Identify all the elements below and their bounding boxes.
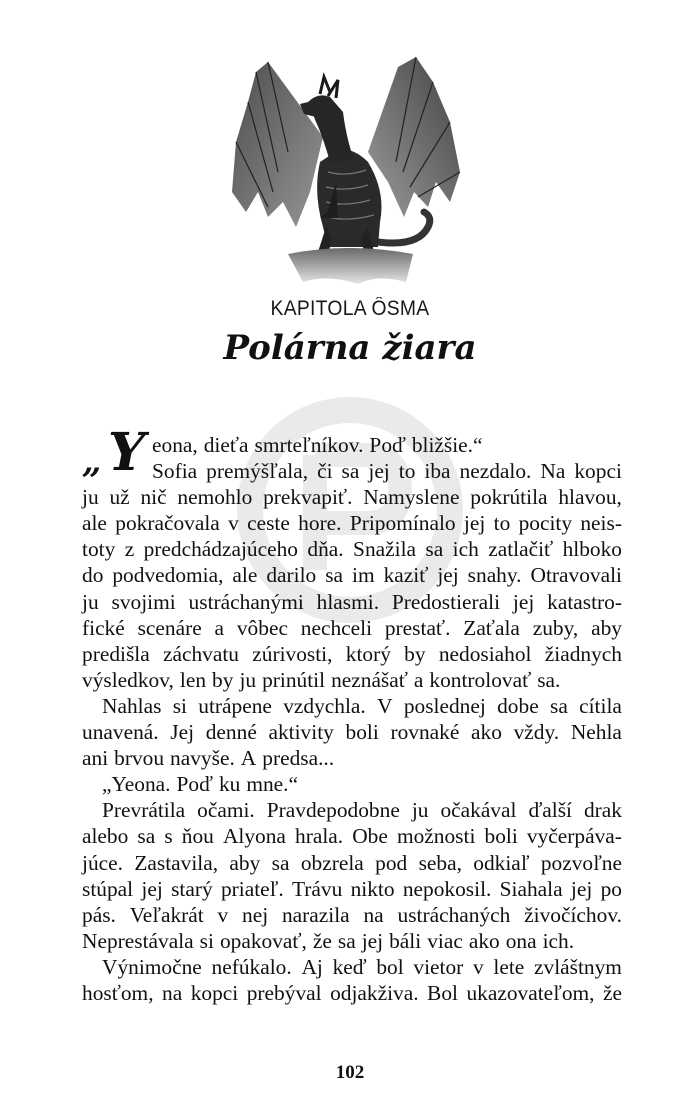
text-line: ale pokračovala v ceste hore. Pripomínalo jej to pocity neis- [82,511,622,536]
text-line: Neprestávala si opakovať, že sa jej báli viac ako ona ich. [82,928,575,953]
chapter-label: KAPITOLA ÔSMA [270,297,430,320]
chapter-title: Polárna žiara [223,328,477,368]
text-line: ani brvou navyše. A predsa... [82,746,335,771]
text-line: do podvedomia, ale darilo sa im kaziť jej snahy. Otravovali [82,563,622,588]
text-line: „Yeona. Poď ku mne.“ [102,772,299,797]
text-line: stúpal jej starý priateľ. Trávu nikto nepokosil. Siahala jej po [82,876,622,901]
text-line: hosťom, na kopci prebýval odjakživa. Bol ukazovateľom, že [82,980,622,1005]
text-line: Výnimočne nefúkalo. Aj keď bol vietor v lete zvláštnym [102,954,622,979]
text-line: eona, dieťa smrteľníkov. Poď bližšie.“ [152,433,483,457]
text-line: výsledkov, len by ju prinútil neznášať a kontrolovať sa. [82,667,561,692]
text-line: fické scenáre a vôbec nechceli prestať. Zaťala zuby, aby [82,615,622,640]
text-line: Prevrátila očami. Pravdepodobne ju očakával ďalší drak [102,798,622,823]
chapter-body-text [82,432,622,1006]
text-line: Sofia premýšľala, či sa jej to iba nezdalo. Na kopci [152,459,622,484]
text-line: ju už nič nemohlo prekvapiť. Namyslene pokrútila hlavou, [82,485,622,510]
text-line: predišla záchvatu zúrivosti, ktorý by nedosiahol žiadnych [82,641,622,666]
text-line: pás. Veľakrát v nej narazila na ustráchaných živočíchov. [82,902,622,927]
text-line: ju svojimi ustráchanými hlasmi. Predostierali jej katastro- [82,589,622,614]
page-number: 102 [335,1062,365,1083]
text-line: toty z predchádzajúceho dňa. Snažila sa ich zatlačiť hlboko [82,537,622,562]
text-line: júce. Zastavila, aby sa obzrela pod seba, odkiaľ pozvoľne [82,850,622,875]
drop-cap-quote: „ [82,442,102,482]
text-line: Nahlas si utrápene vzdychla. V poslednej dobe sa cítila [102,693,622,718]
text-line: unavená. Jej denné aktivity boli rovnaké ako vždy. Nehla [82,720,622,745]
dragon-illustration-icon [228,42,468,287]
text-line: alebo sa s ňou Alyona hrala. Obe možnosti boli vyčerpáva- [82,824,622,849]
drop-cap-letter: Y [108,422,146,483]
